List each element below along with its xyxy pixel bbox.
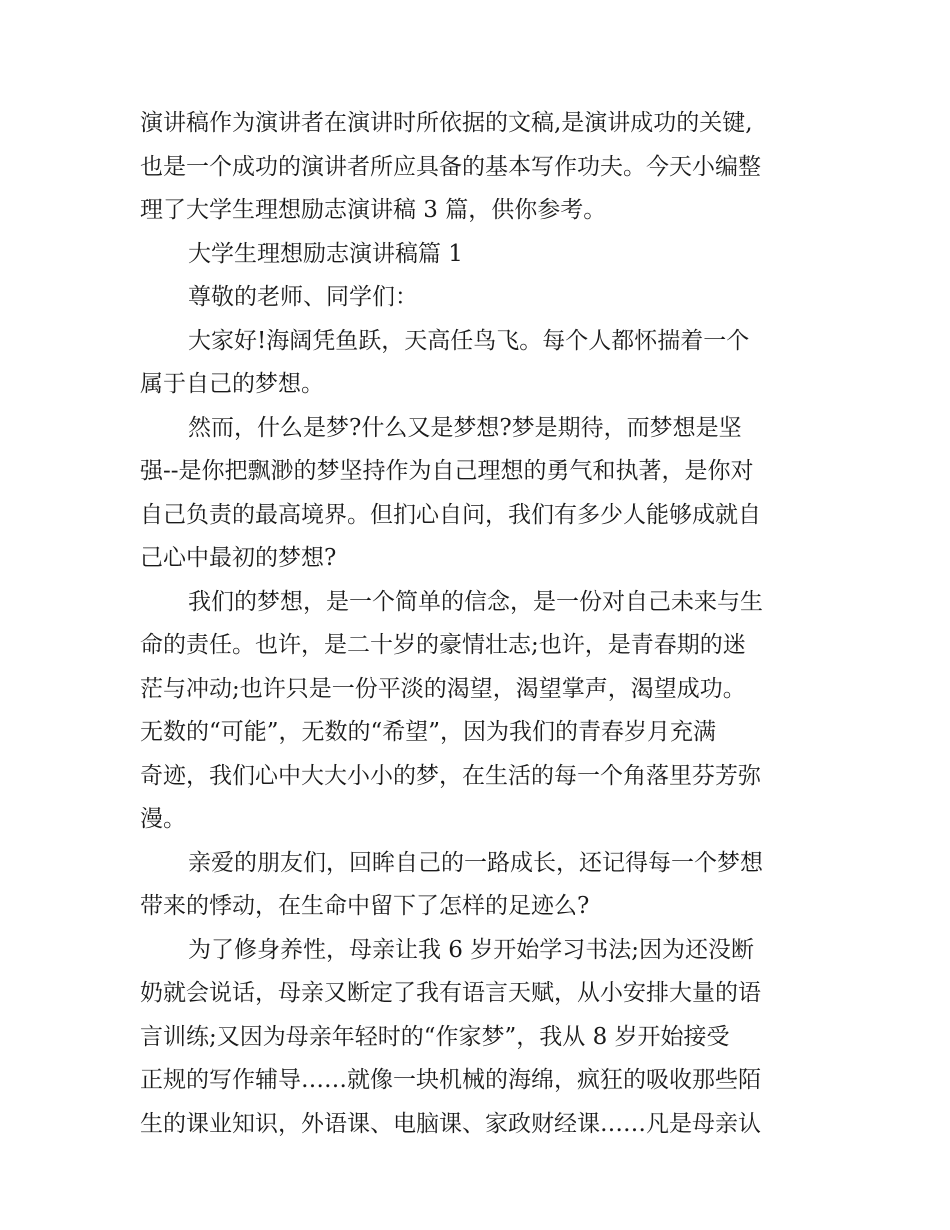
section-heading: 大学生理想励志演讲稿篇 1 [188, 240, 463, 267]
paragraph-5-line-2: 奶就会说话，母亲又断定了我有语言天赋，从小安排大量的语 [140, 980, 761, 1006]
paragraph-2-line-2: 强--是你把飘渺的梦坚持作为自己理想的勇气和执著，是你对 [140, 458, 754, 484]
paragraph-1-line-2: 属于自己的梦想。 [140, 371, 324, 397]
document-body [140, 102, 812, 1146]
paragraph-5-line-5: 生的课业知识，外语课、电脑课、家政财经课……凡是母亲认 [140, 1110, 761, 1137]
paragraph-4-line-1: 亲爱的朋友们，回眸自己的一路成长，还记得每一个梦想 [188, 849, 763, 876]
paragraph-5-line-1: 为了修身养性，母亲让我 6 岁开始学习书法;因为还没断 [188, 936, 755, 963]
paragraph-5-line-4: 正规的写作辅导……就像一块机械的海绵，疯狂的吸收那些陌 [140, 1067, 761, 1093]
paragraph-3-line-1: 我们的梦想，是一个简单的信念，是一份对自己未来与生 [188, 588, 763, 615]
paragraph-2-line-4: 己心中最初的梦想? [140, 545, 337, 571]
paragraph-2-line-1: 然而，什么是梦?什么又是梦想?梦是期待，而梦想是坚 [188, 414, 742, 441]
paragraph-4-line-2: 带来的悸动，在生命中留下了怎样的足迹么? [140, 893, 590, 919]
paragraph-5-line-3: 言训练;又因为母亲年轻时的“作家梦”，我从 8 岁开始接受 [140, 1023, 730, 1050]
paragraph-3-line-6: 漫。 [140, 806, 186, 832]
paragraph-3-line-3: 茫与冲动;也许只是一份平淡的渴望，渴望掌声，渴望成功。 [140, 675, 746, 702]
paragraph-2-line-3: 自己负责的最高境界。但扪心自问，我们有多少人能够成就自 [140, 501, 761, 528]
salutation: 尊敬的老师、同学们： [188, 284, 418, 310]
paragraph-3-line-2: 命的责任。也许，是二十岁的豪情壮志;也许，是青春期的迷 [140, 632, 746, 658]
intro-line-1: 演讲稿作为演讲者在演讲时所依据的文稿,是演讲成功的关键, [140, 110, 753, 136]
paragraph-3-line-4: 无数的“可能”，无数的“希望”，因为我们的青春岁月充满 [140, 719, 717, 745]
paragraph-3-line-5: 奇迹，我们心中大大小小的梦，在生活的每一个角落里芬芳弥 [140, 762, 761, 789]
paragraph-1-line-1: 大家好!海阔凭鱼跃，天高任鸟飞。每个人都怀揣着一个 [188, 327, 750, 354]
intro-line-2: 也是一个成功的演讲者所应具备的基本写作功夫。今天小编整 [140, 153, 761, 180]
intro-line-3: 理了大学生理想励志演讲稿 3 篇，供你参考。 [140, 197, 607, 223]
